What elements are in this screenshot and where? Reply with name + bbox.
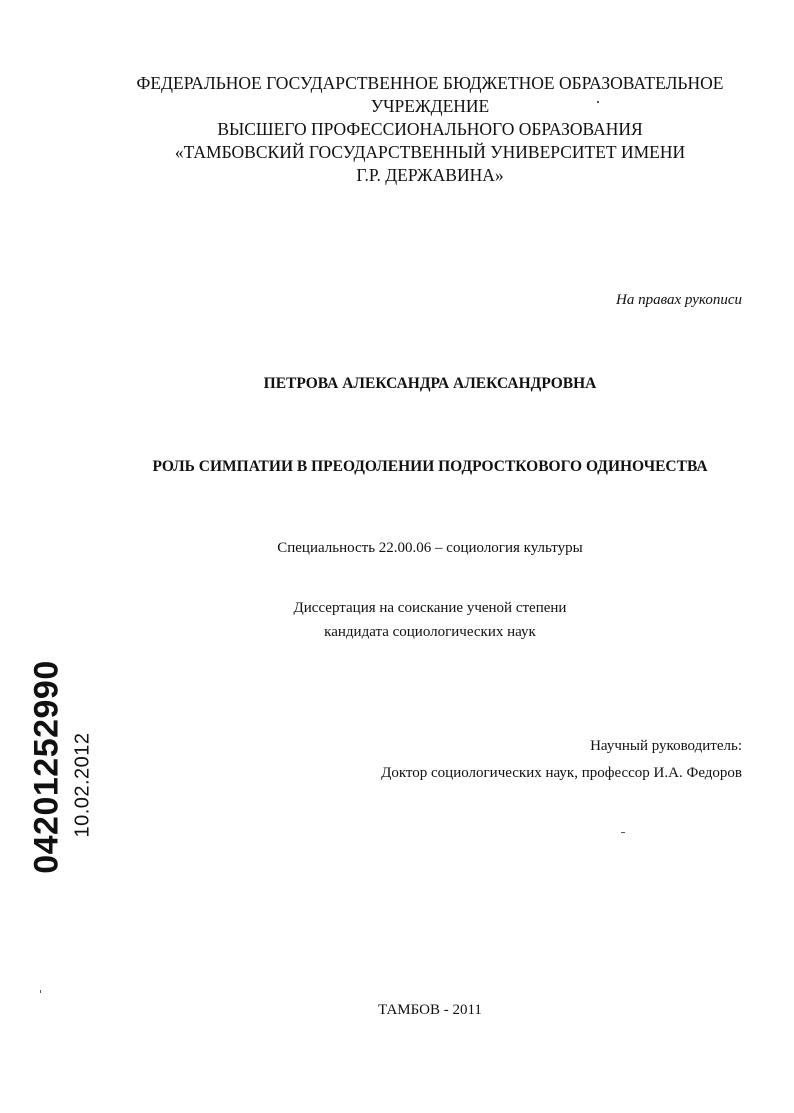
- city-year: ТАМБОВ - 2011: [378, 1002, 482, 1018]
- scan-speck: [597, 101, 599, 103]
- degree-line-2: кандидата социологических наук: [324, 624, 536, 640]
- library-stamp-date: 10.02.2012: [71, 732, 94, 838]
- degree-line-1: Диссертация на соискание ученой степени: [293, 600, 567, 616]
- supervisor-name: Доктор социологических наук, профессор И.А. Федоров: [381, 765, 742, 781]
- scan-speck: [40, 990, 41, 993]
- institution-line-4: «ТАМБОВСКИЙ ГОСУДАРСТВЕННЫЙ УНИВЕРСИТЕТ ИМЕНИ: [174, 142, 686, 162]
- speciality: Специальность 22.00.06 – социология культуры: [277, 540, 583, 556]
- degree-statement: [0, 596, 794, 644]
- supervisor-block: [381, 733, 742, 787]
- supervisor-label: Научный руководитель:: [590, 738, 742, 754]
- institution-line-5: Г.Р. ДЕРЖАВИНА»: [356, 165, 504, 185]
- library-stamp-code: 04201252990: [27, 660, 66, 874]
- institution-header: [100, 72, 760, 187]
- scan-speck: [621, 832, 625, 833]
- author-name: ПЕТРОВА АЛЕКСАНДРА АЛЕКСАНДРОВНА: [263, 375, 597, 392]
- manuscript-note: На правах рукописи: [616, 292, 742, 308]
- institution-line-2: УЧРЕЖДЕНИЕ: [370, 96, 490, 116]
- institution-line-3: ВЫСШЕГО ПРОФЕССИОНАЛЬНОГО ОБРАЗОВАНИЯ: [217, 119, 643, 139]
- institution-line-1: ФЕДЕРАЛЬНОЕ ГОСУДАРСТВЕННОЕ БЮДЖЕТНОЕ ОБРАЗОВАТЕЛЬНОЕ: [136, 73, 724, 93]
- dissertation-title: РОЛЬ СИМПАТИИ В ПРЕОДОЛЕНИИ ПОДРОСТКОВОГО ОДИНОЧЕСТВА: [152, 458, 708, 475]
